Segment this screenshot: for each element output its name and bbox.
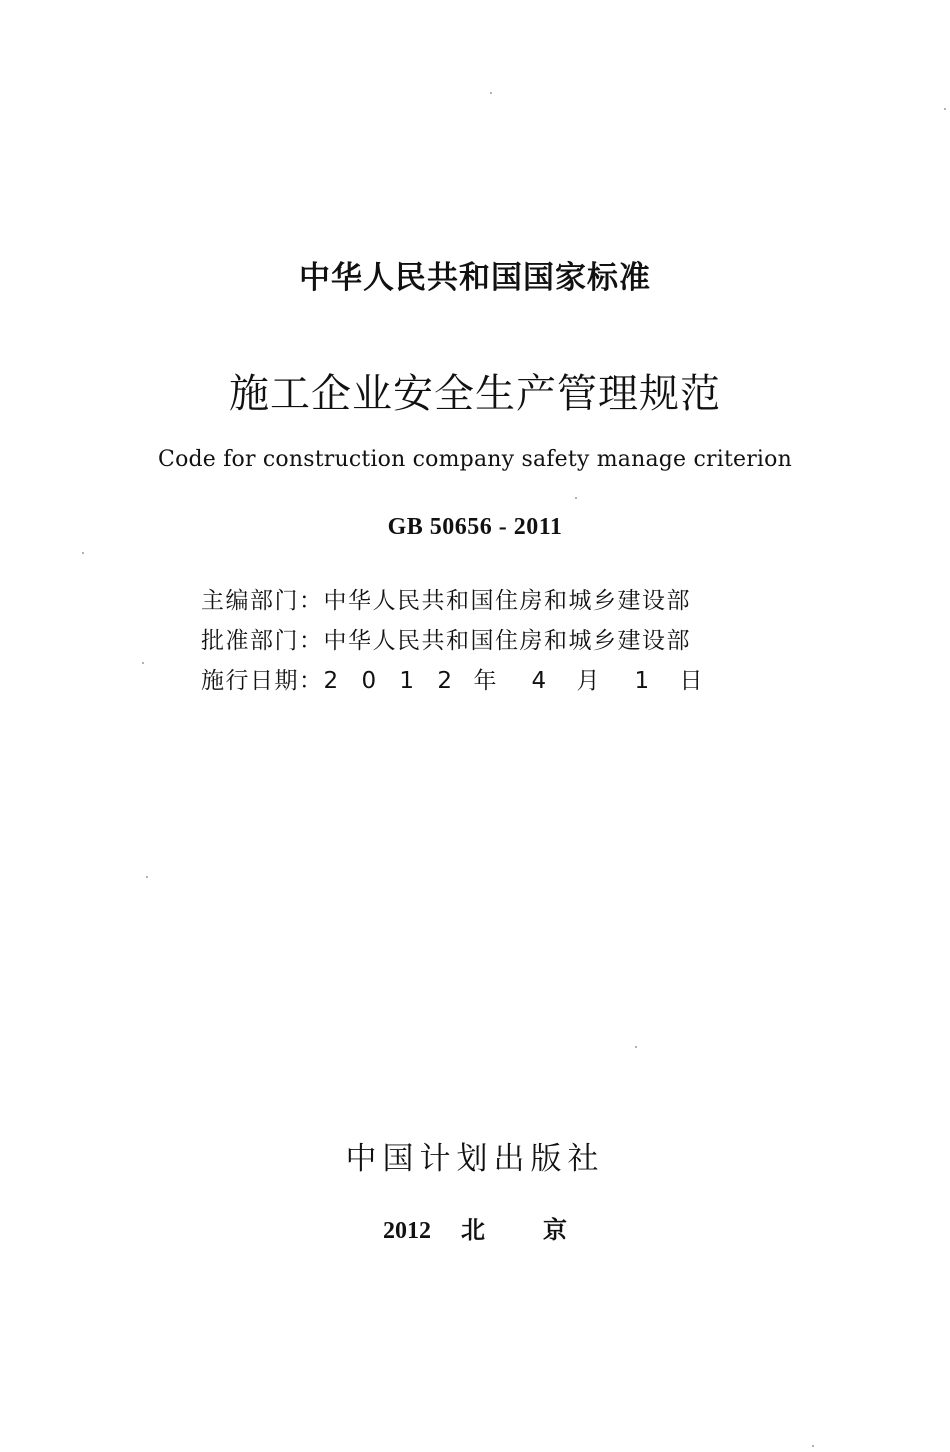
english-title: Code for construction company safety manage criterion [158,447,792,472]
effective-month: 4 [531,668,548,694]
effective-year: 2 0 1 2 [323,668,460,694]
publication-line [0,1210,950,1245]
publication-year: 2012 [383,1218,431,1244]
scan-speck [944,108,946,110]
effective-year-unit: 年 [473,668,498,694]
publisher-name: 中国计划出版社 [345,1141,605,1177]
scan-speck [82,552,84,554]
chief-editor-value: 中华人民共和国住房和城乡建设部 [323,588,691,614]
effective-month-unit: 月 [576,668,601,694]
scan-speck [812,1445,814,1447]
series-title: 中华人民共和国国家标准 [299,260,651,296]
publication-city-second-char: 京 [543,1216,567,1244]
scan-speck [142,662,144,664]
effective-date-label: 施行日期： [201,668,324,694]
approver-value: 中华人民共和国住房和城乡建设部 [323,628,691,654]
chief-editor-label: 主编部门： [201,588,324,614]
approver-label: 批准部门： [201,628,324,654]
standard-number: GB 50656 - 2011 [387,514,563,540]
scan-speck [575,497,577,499]
scan-speck [146,876,148,878]
main-title: 施工企业安全生产管理规范 [229,371,721,417]
approver-line [201,622,691,655]
effective-date-line [201,662,725,695]
chief-editor-line [201,582,691,615]
effective-day: 1 [634,668,651,694]
publication-city-first-char: 北 [461,1216,485,1244]
effective-day-unit: 日 [679,668,704,694]
scan-speck [490,92,492,94]
scan-speck [635,1046,637,1048]
